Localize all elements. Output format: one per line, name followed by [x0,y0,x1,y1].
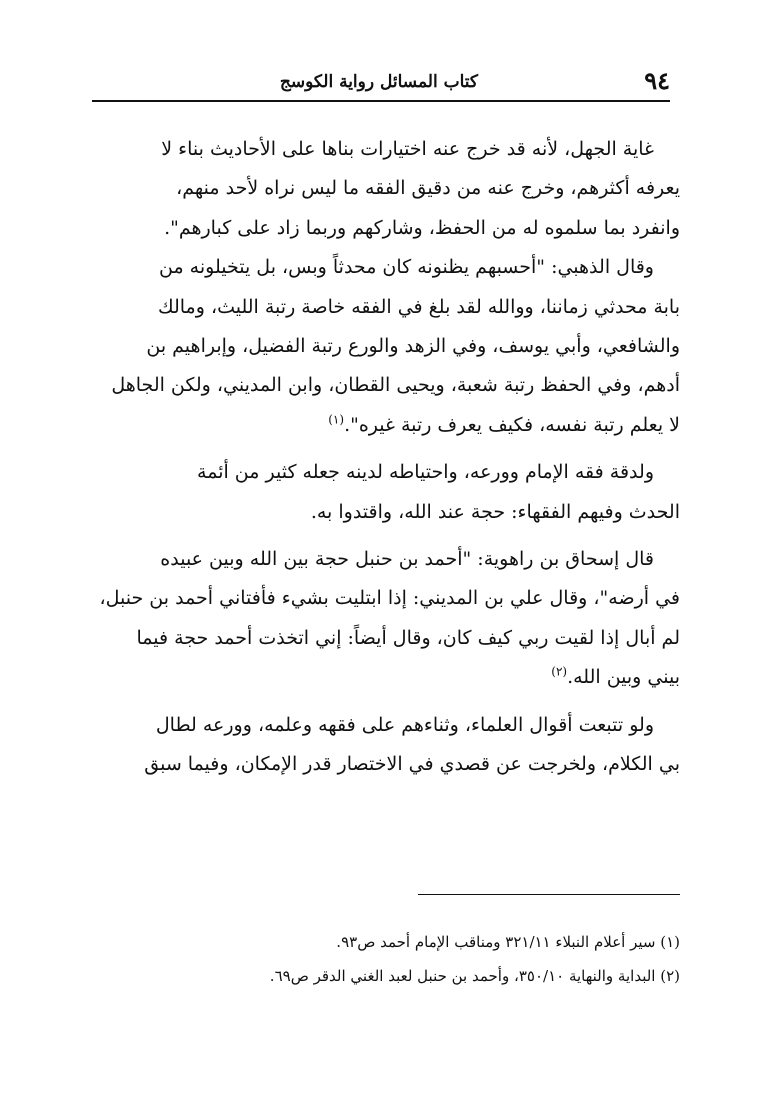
text-line: لا يعلم رتبة نفسه، فكيف يعرف رتبة غيره". [344,413,680,436]
body-text [80,130,680,785]
footnote-2: (٢) البداية والنهاية ٣٥٠/١٠، وأحمد بن حنبل لعبد الغني الدقر ص٦٩. [269,967,680,985]
text-line: والشافعي، وأبي يوسف، وفي الزهد والورع رتبة الفضيل، وإبراهيم بن [146,335,680,358]
text-line: وقال الذهبي: "أحسبهم يظنونه كان محدثاً وبس، بل يتخيلونه من [158,256,654,279]
page-header [92,66,670,100]
footnotes [80,925,680,993]
text-line: بي الكلام، ولخرجت عن قصدي في الاختصار قدر الإمكان، وفيما سبق [144,753,680,776]
text-line: غاية الجهل، لأنه قد خرج عنه اختيارات بناها على الأحاديث بناء لا [161,138,654,160]
text-line: قال إسحاق بن راهوية: "أحمد بن حنبل حجة بين الله وبين عبيده [160,548,654,571]
text-line: يعرفه أكثرهم، وخرج عنه من دقيق الفقه ما ليس نراه لأحد منهم، [176,177,680,200]
text-line: ولو تتبعت أقوال العلماء، وثناءهم على فقهه وعلمه، وورعه لطال [155,713,654,736]
footnote-mark-2: (٢) [551,664,568,679]
text-line-with-footnote [80,406,680,445]
text-line: أدهم، وفي الحفظ رتبة شعبة، ويحيى القطان، وابن المديني، ولكن الجاهل [111,374,680,397]
text-line: الحدث وفيهم الفقهاء: حجة عند الله، واقتدوا به. [310,500,680,523]
text-line: وانفرد بما سلموه له من الحفظ، وشاركهم وربما زاد على كبارهم". [164,216,680,239]
text-line: ولدقة فقه الإمام وورعه، واحتياطه لدينه جعله كثير من أئمة [197,461,654,484]
page-number: ٩٤ [644,66,670,95]
text-line: لم أبال إذا لقيت ربي كيف كان، وقال أيضاً: إني اتخذت أحمد حجة فيما [136,626,680,649]
footnote-1: (١) سير أعلام النبلاء ٣٢١/١١ ومناقب الإمام أحمد ص٩٣. [336,933,680,951]
text-line: بابة محدثي زماننا، ووالله لقد بلغ في الفقه خاصة رتبة الليث، ومالك [157,295,680,318]
text-line: بيني وبين الله. [567,666,680,689]
running-title: كتاب المسائل رواية الكوسج [279,72,478,92]
header-rule [92,100,670,102]
footnote-rule [418,894,680,895]
footnote-mark-1: (١) [328,412,345,427]
text-line-with-footnote [80,658,680,697]
text-line: في أرضه"، وقال علي بن المديني: إذا ابتليت بشيء فأفتاني أحمد بن حنبل، [99,587,680,610]
